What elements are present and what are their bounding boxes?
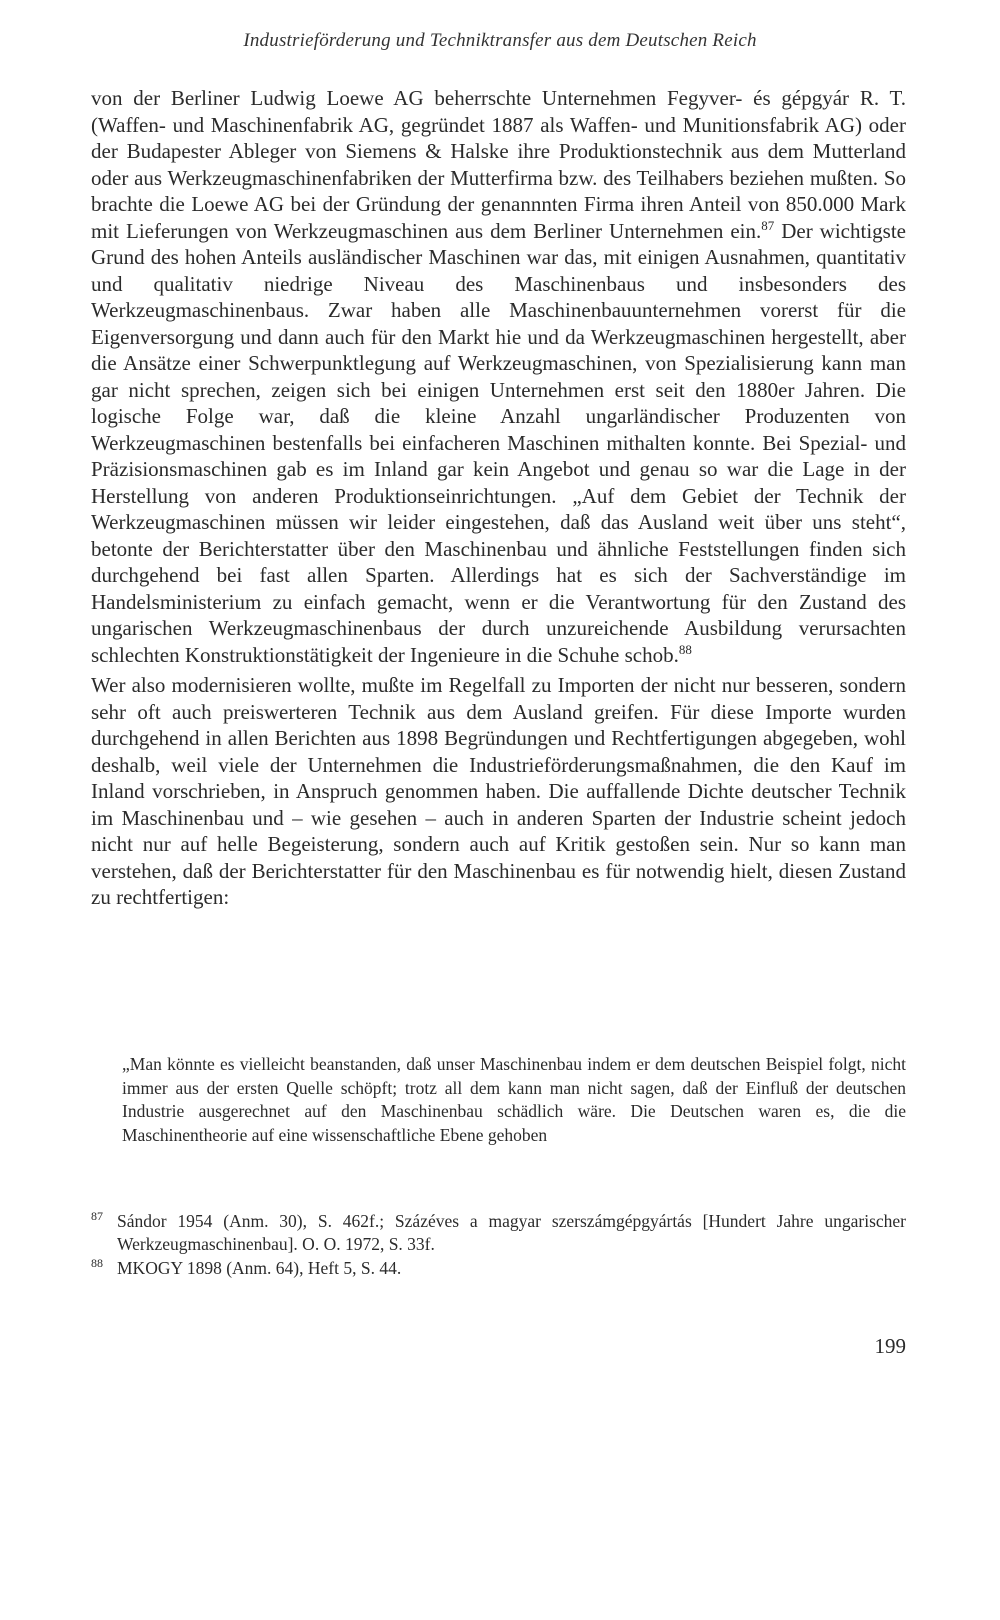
footnote-ref-87[interactable]: 87 xyxy=(761,217,775,233)
footnote-87 xyxy=(91,1210,906,1256)
running-header: Industrieförderung und Techniktransfer aus dem Deutschen Reich xyxy=(243,30,757,51)
block-quote: „Man könnte es vielleicht beanstanden, daß unser Maschinenbau indem er dem deutschen Beispiel folgt, nicht immer aus der ersten Quelle schöpft; trotz all dem kann man nicht sagen, daß der Einfluß der deutschen Industrie ausgerechnet auf den Maschinenbau schädlich wäre. Die Deutschen waren es, die die Maschinentheorie auf eine wissenschaftliche Ebene gehoben xyxy=(122,1054,906,1145)
paragraph-2: Wer also modernisieren wollte, mußte im Regelfall zu Importen der nicht nur besseren, sondern sehr oft auch preiswerteren Technik aus dem Ausland greifen. Für diese Importe wurden durchgehend in allen Berichten aus 1898 Begründungen und Rechtfertigungen abgegeben, wohl deshalb, weil viele der Unternehmen die Industrieförderungsmaßnahmen, die den Kauf im Inland vorschrieben, in Anspruch genommen haben. Die auffallende Dichte deutscher Technik im Maschinenbau und – wie gesehen – auch in anderen Sparten der Industrie scheint jedoch nicht nur auf helle Begeisterung, sondern auch auf Kritik gestoßen sein. Nur so kann man verstehen, daß der Berichterstatter für den Maschinenbau es für notwendig hielt, diesen Zustand zu rechtfertigen: xyxy=(91,673,906,909)
footnotes xyxy=(91,1210,906,1281)
footnote-text: MKOGY 1898 (Anm. 64), Heft 5, S. 44. xyxy=(117,1258,402,1278)
paragraph-1-text-a: von der Berliner Ludwig Loewe AG beherrschte Unternehmen Fegyver- és gépgyár R. T. (Waffen- und Maschinenfabrik AG, gegründet 1887 als Waffen- und Munitionsfabrik AG) oder der Budapester Ableger von Siemens & Halske ihre Produktionstechnik aus dem Mutterland oder aus Werkzeugmaschinenfabriken der Mutterfirma bzw. des Teilhabers beziehen mußten. So brachte die Loewe AG bei der Gründung der genannnten Firma ihren Anteil von 850.000 Mark mit Lieferungen von Werkzeugmaschinen aus dem Berliner Unternehmen ein. xyxy=(91,86,906,243)
footnote-88 xyxy=(91,1257,906,1280)
main-text xyxy=(91,85,906,911)
paragraph-1-text-b: Der wichtigste Grund des hohen Anteils ausländischer Maschinen war das, mit einigen Ausnahmen, quantitativ und qualitativ niedrige Niveau des Maschinenbaus und insbesonders des Werkzeugmaschinenbaus. Zwar haben alle Maschinenbauunternehmen vorerst für die Eigenversorgung und dann auch für den Markt hie und da Werkzeugmaschinen hergestellt, aber die Ansätze einer Schwerpunktlegung auf Werkzeugmaschinen, von Spezialisierung kann man gar nicht sprechen, zeigen sich bei einigen Unternehmen erst seit den 1880er Jahren. Die logische Folge war, daß die kleine Anzahl ungarländischer Produzenten von Werkzeugmaschinen bestenfalls bei einfacheren Maschinen mithalten konnte. Bei Spezial- und Präzisionsmaschinen gab es im Inland gar kein Angebot und genau so war die Lage in der Herstellung von anderen Produktionseinrichtungen. „Auf dem Gebiet der Technik der Werkzeugmaschinen müssen wir leider eingestehen, daß das Ausland weit über uns steht“, betonte der Berichterstatter über den Maschinenbau und ähnliche Feststellungen finden sich durchgehend bei fast allen Sparten. Allerdings hat es sich der Sachverständige im Handelsministerium zu einfach gemacht, wenn er die Verantwortung für den Zustand des ungarischen Werkzeugmaschinenbaus der durch unzureichende Ausbildung verursachten schlechten Konstruktionstätigkeit der Ingenieure in die Schuhe schob. xyxy=(91,218,906,667)
page-number: 199 xyxy=(874,1334,906,1358)
paragraph-1 xyxy=(91,85,906,668)
footnote-ref-88[interactable]: 88 xyxy=(678,641,692,657)
footnote-number: 88 xyxy=(91,1256,103,1270)
footnote-number: 87 xyxy=(91,1209,103,1223)
footnote-text: Sándor 1954 (Anm. 30), S. 462f.; Százéves a magyar szerszámgépgyártás [Hundert Jahre ungarischer Werkzeugmaschinenbau]. O. O. 1972, S. 33f. xyxy=(117,1211,906,1254)
